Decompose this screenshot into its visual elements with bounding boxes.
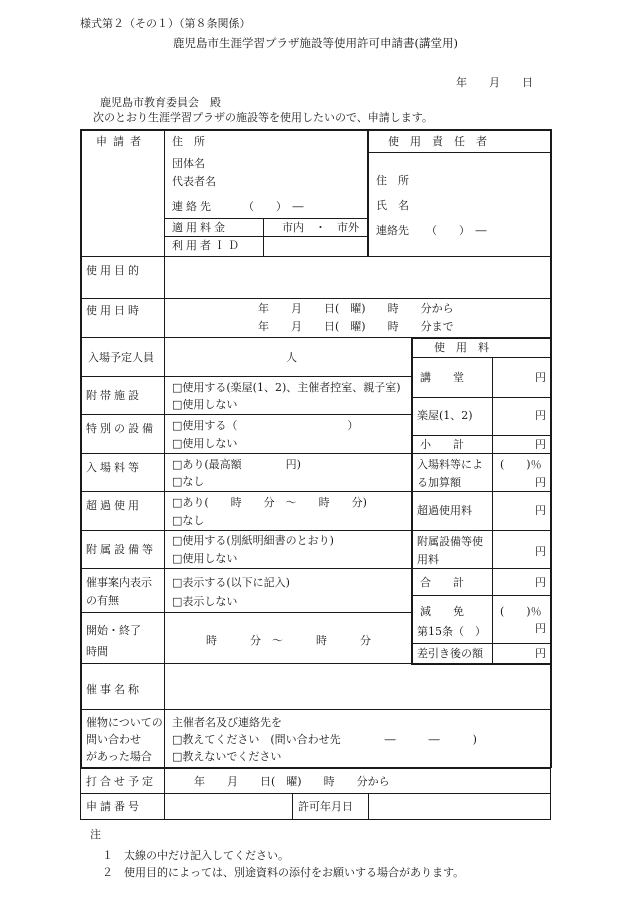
inquiry-option-no[interactable]: □教えないでください: [172, 750, 282, 763]
user-id-label: 利用者ＩＤ: [172, 239, 242, 252]
fee-type-options[interactable]: 市内 ・ 市外: [282, 221, 359, 234]
time-label-line2: 時間: [86, 645, 108, 658]
fee-equipment-yen[interactable]: 円: [535, 545, 546, 558]
note-item-2: ２ 使用目的によっては、別途資料の添付をお願いする場合があります。: [102, 866, 465, 879]
inquiry-intro: 主催者名及び連絡先を: [172, 716, 282, 729]
notice-option-hide[interactable]: □表示しない: [172, 595, 238, 608]
overtime-option-no[interactable]: □なし: [172, 514, 205, 527]
fee-dressing-label: 楽屋(1、2): [417, 409, 473, 422]
meeting-datetime-field[interactable]: 年 月 日( 曜) 時 分から: [194, 775, 390, 788]
note-item-1: １ 太線の中だけ記入してください。: [102, 849, 289, 862]
applicant-contact-label: 連絡先: [172, 200, 214, 213]
purpose-label: 使用目的: [86, 264, 142, 277]
fee-net-yen[interactable]: 円: [535, 647, 546, 660]
accessory-option-use[interactable]: □使用する(楽屋(1、2)、主催者控室、親子室): [172, 381, 401, 394]
notice-option-show[interactable]: □表示する(以下に記入): [172, 576, 290, 589]
overtime-option-yes[interactable]: □あり( 時 分 ～ 時 分): [172, 496, 367, 509]
fee-surcharge-percent[interactable]: ( )％: [500, 458, 542, 471]
addressee: 鹿児島市教育委員会 殿: [100, 96, 221, 109]
fee-reduction-label: 減 免: [420, 605, 464, 618]
attendance-unit[interactable]: 人: [286, 351, 297, 364]
fee-hall-label: 講 堂: [420, 371, 464, 384]
applicant-address-label[interactable]: 住 所: [172, 135, 205, 148]
responsible-contact-field[interactable]: （ ） ―: [426, 224, 487, 237]
responsible-contact-label: 連絡先: [376, 224, 409, 237]
overtime-label: 超過使用: [86, 499, 142, 512]
meeting-label: 打合せ予定: [86, 775, 156, 788]
event-name-label: 催事名称: [86, 683, 142, 696]
datetime-label: 使用日時: [86, 304, 142, 317]
fee-surcharge-label-line2: る加算額: [417, 476, 461, 489]
permit-date-label: 許可年月日: [298, 800, 353, 813]
admission-option-no[interactable]: □なし: [172, 475, 205, 488]
start-end-time-field[interactable]: 時 分 ～ 時 分: [206, 634, 371, 647]
responsible-header: 使 用 責 任 者: [388, 135, 487, 148]
applicant-group-name-label[interactable]: 団体名: [172, 157, 205, 170]
date-line[interactable]: 年 月 日: [456, 76, 533, 89]
fee-reduction-yen[interactable]: 円: [535, 622, 546, 635]
document-title: 鹿児島市生涯学習プラザ施設等使用許可申請書(講堂用): [173, 36, 458, 50]
special-option-no[interactable]: □使用しない: [172, 437, 238, 450]
accessory-option-no[interactable]: □使用しない: [172, 398, 238, 411]
equipment-option-no[interactable]: □使用しない: [172, 552, 238, 565]
applicant-contact-field[interactable]: （ ） ―: [243, 200, 304, 213]
fee-total-label: 合 計: [420, 576, 464, 589]
fee-equipment-label-line2: 用料: [417, 553, 439, 566]
fee-overtime-yen[interactable]: 円: [535, 504, 546, 517]
fee-header: 使 用 料: [434, 341, 489, 354]
fee-type-label: 適用料金: [172, 221, 228, 234]
fee-overtime-label: 超過使用料: [417, 504, 472, 517]
admission-label: 入場料等: [86, 461, 142, 474]
inquiry-label-line2: 問い合わせ: [86, 733, 141, 746]
fee-reduction-percent[interactable]: ( )％: [500, 605, 542, 618]
fee-subtotal-label: 小 計: [420, 438, 464, 451]
fee-dressing-yen[interactable]: 円: [535, 409, 546, 422]
time-label-line1: 開始・終了: [86, 624, 141, 637]
inquiry-option-tell[interactable]: □教えてください (問い合わせ先 ― ― ): [172, 733, 477, 746]
inquiry-label-line3: があった場合: [86, 750, 152, 763]
equipment-option-use[interactable]: □使用する(別紙明細書のとおり): [172, 534, 334, 547]
fee-surcharge-label-line1: 入場料等によ: [417, 458, 483, 471]
special-option-use[interactable]: □使用する（ ）: [172, 419, 359, 432]
fee-equipment-label-line1: 附属設備等使: [417, 535, 483, 548]
form-number: 様式第２（その１）（第８条関係）: [80, 17, 251, 30]
special-equipment-label: 特別の設備: [86, 422, 156, 435]
datetime-start[interactable]: 年 月 日( 曜) 時 分から: [258, 302, 454, 315]
inquiry-label-line1: 催物についての: [86, 716, 163, 729]
responsible-name-label[interactable]: 氏 名: [376, 199, 409, 212]
applicant-label: 申請者: [96, 135, 147, 148]
fee-net-label: 差引き後の額: [417, 647, 483, 660]
fee-subtotal-yen[interactable]: 円: [535, 438, 546, 451]
responsible-address-label[interactable]: 住 所: [376, 174, 409, 187]
intro-text: 次のとおり生涯学習プラザの施設等を使用したいので、申請します。: [93, 111, 433, 124]
notice-label-line2: の有無: [86, 594, 119, 607]
fee-surcharge-yen[interactable]: 円: [535, 476, 546, 489]
attendance-label: 入場予定人員: [88, 351, 154, 364]
notice-label-line1: 催事案内表示: [86, 576, 152, 589]
fee-article-label[interactable]: 第15条（ ）: [417, 625, 486, 638]
notes-title: 注: [90, 828, 101, 841]
datetime-end[interactable]: 年 月 日( 曜) 時 分まで: [258, 320, 454, 333]
fee-total-yen[interactable]: 円: [535, 576, 546, 589]
applicant-representative-label[interactable]: 代表者名: [172, 175, 216, 188]
fee-hall-yen[interactable]: 円: [535, 371, 546, 384]
accessory-label: 附帯施設: [86, 389, 142, 402]
application-number-label: 申請番号: [86, 800, 142, 813]
admission-option-yes[interactable]: □あり(最高額 円): [172, 458, 301, 471]
equipment-label: 附属設備等: [86, 543, 156, 556]
